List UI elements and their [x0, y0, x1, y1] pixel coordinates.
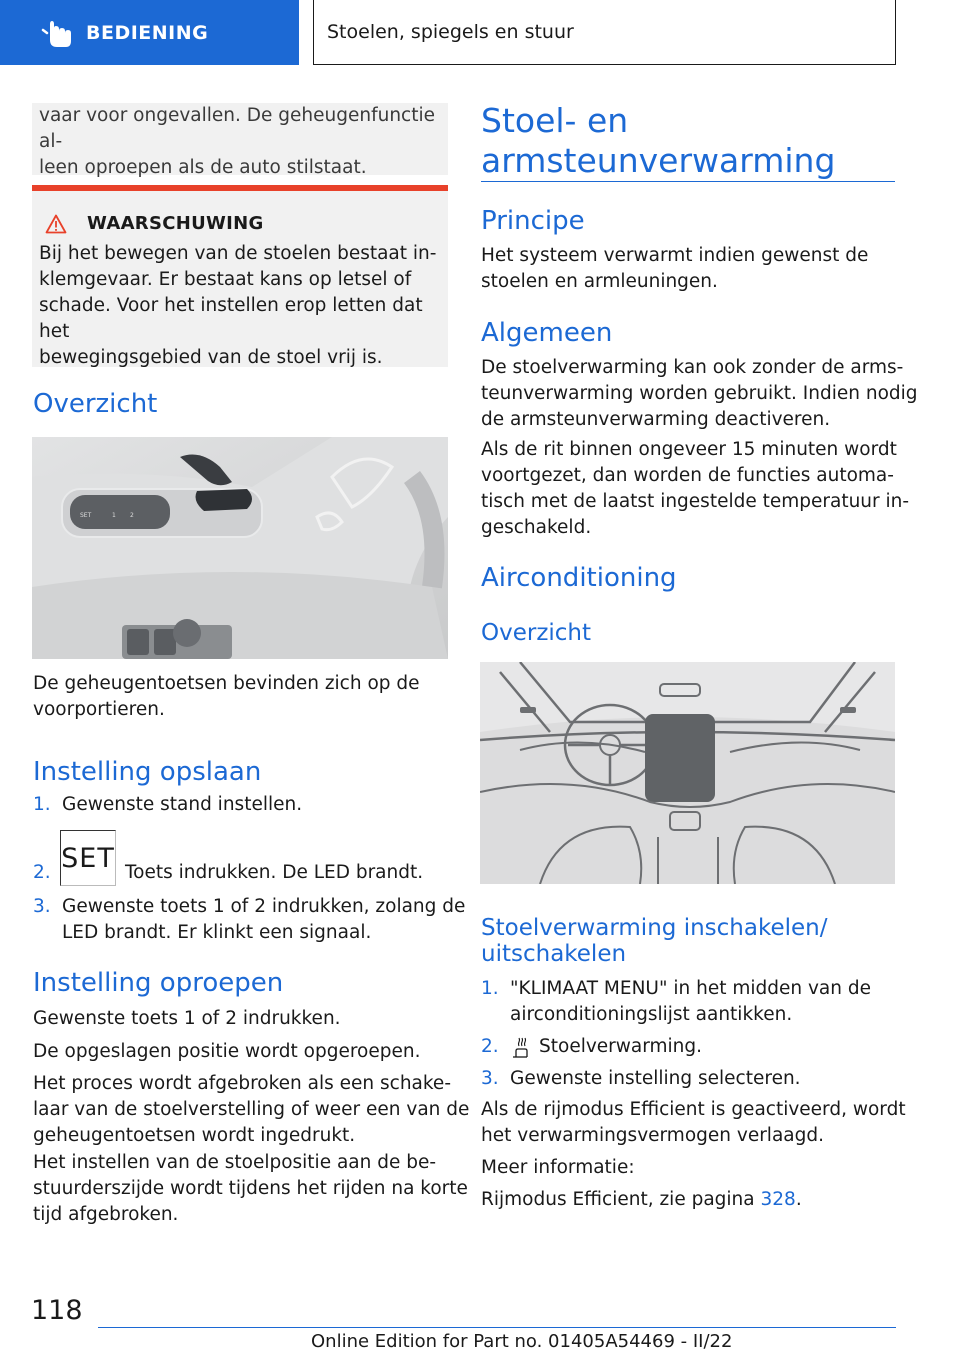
paragraph-line: voortgezet, dan worden de functies automa- [481, 465, 894, 486]
paragraph-line: Als de rijmodus Efficient is geactiveerd, wordt [481, 1099, 906, 1120]
main-heading-line: armsteunverwarming [481, 141, 836, 180]
edition-note: Online Edition for Part no. 01405A54469 - II/22 [311, 1331, 733, 1352]
heading-algemeen: Algemeen [481, 318, 613, 348]
caption-line: voorportieren. [33, 699, 165, 720]
caption-line: De geheugentoetsen bevinden zich op de [33, 673, 420, 694]
paragraph-line: de armsteunverwarming deactiveren. [481, 409, 831, 430]
page-reference [481, 1187, 802, 1213]
step-text: Gewenste instelling selecteren. [510, 1068, 801, 1089]
warning-line: bewegingsgebied van de stoel vrij is. [39, 347, 383, 368]
page-number: 118 [31, 1295, 83, 1326]
step-line: Gewenste toets 1 of 2 indrukken, zolang de [62, 896, 466, 917]
paragraph-line: stuurderszijde wordt tijdens het rijden na korte [33, 1178, 468, 1199]
paragraph-line: laar van de stoelverstelling of weer een van de [33, 1099, 470, 1120]
paragraph-line: tijd afgebroken. [33, 1204, 179, 1225]
step-text: Gewenste stand instellen. [62, 794, 303, 815]
paragraph-line: het verwarmingsvermogen verlaagd. [481, 1125, 824, 1146]
main-heading-line: Stoel- en [481, 101, 629, 140]
warning-line: Bij het bewegen van de stoelen bestaat in- [39, 243, 437, 264]
paragraph-line: geheugentoetsen wordt ingedrukt. [33, 1125, 356, 1146]
memory-2-label: 2 [130, 512, 134, 519]
step-line: LED brandt. Er klinkt een signaal. [62, 922, 372, 943]
warning-box [32, 191, 448, 367]
step-number: 2. [33, 862, 51, 883]
paragraph-line: geschakeld. [481, 517, 592, 538]
warning-line: klemgevaar. Er bestaat kans op letsel of [39, 269, 412, 290]
step-text: Stoelverwarming. [539, 1036, 703, 1057]
dashboard-image [480, 662, 895, 884]
set-button-icon [60, 830, 116, 886]
intro-box [32, 103, 448, 178]
paragraph-line: tisch met de laatst ingestelde temperatuur in- [481, 491, 910, 512]
paragraph-line: stoelen en armleuningen. [481, 271, 718, 292]
paragraph: De opgeslagen positie wordt opgeroepen. [33, 1041, 421, 1062]
page-reference-suffix: . [795, 1189, 802, 1210]
heading-overzicht-airco: Overzicht [481, 620, 592, 646]
step-number: 3. [481, 1068, 499, 1089]
warning-title: WAARSCHUWING [87, 213, 264, 234]
paragraph: Meer informatie: [481, 1157, 635, 1178]
heading-principe: Principe [481, 206, 585, 236]
memory-1-label: 1 [112, 512, 116, 519]
intro-line: vaar voor ongevallen. De geheugenfunctie al- [39, 105, 436, 152]
heading-inschakelen-line: Stoelverwarming inschakelen/ [481, 915, 828, 941]
step-line: airconditioningslijst aantikken. [510, 1004, 793, 1025]
intro-line: leen oproepen als de auto stilstaat. [39, 157, 367, 178]
step-number: 1. [481, 978, 499, 999]
heading-overzicht: Overzicht [33, 389, 158, 419]
heading-instelling-oproepen: Instelling oproepen [33, 968, 284, 998]
paragraph-line: Het systeem verwarmt indien gewenst de [481, 245, 869, 266]
step-text: Toets indrukken. De LED brandt. [125, 862, 424, 883]
paragraph: Gewenste toets 1 of 2 indrukken. [33, 1008, 341, 1029]
hand-icon [38, 16, 78, 50]
heading-inschakelen-line: uitschakelen [481, 941, 627, 967]
section-tab [0, 0, 299, 65]
heading-rule [481, 181, 895, 182]
paragraph-line: De stoelverwarming kan ook zonder de arms- [481, 357, 904, 378]
heading-instelling-opslaan: Instelling opslaan [33, 757, 262, 787]
chapter-title [313, 0, 896, 65]
paragraph-line: Het instellen van de stoelpositie aan de be- [33, 1152, 437, 1173]
set-label: SET [80, 512, 92, 519]
paragraph-line: teunverwarming worden gebruikt. Indien nodig [481, 383, 918, 404]
door-panel-image [32, 437, 448, 659]
step-number: 3. [33, 896, 51, 917]
step-line: "KLIMAAT MENU" in het midden van de [510, 978, 871, 999]
chapter-title-text: Stoelen, spiegels en stuur [327, 21, 574, 43]
footer-rule [98, 1327, 896, 1328]
seat-heating-icon [510, 1037, 530, 1059]
section-label: BEDIENING [86, 21, 209, 44]
page-link[interactable]: 328 [760, 1189, 796, 1210]
page-reference-text: Rijmodus Efficient, zie pagina [481, 1189, 761, 1210]
warning-line: schade. Voor het instellen erop letten dat het [39, 295, 423, 342]
warning-triangle-icon [45, 214, 67, 234]
set-button-label: SET [61, 842, 115, 874]
step-number: 1. [33, 794, 51, 815]
heading-airconditioning: Airconditioning [481, 563, 677, 593]
step-number: 2. [481, 1036, 499, 1057]
paragraph-line: Als de rit binnen ongeveer 15 minuten wordt [481, 439, 897, 460]
paragraph-line: Het proces wordt afgebroken als een schake- [33, 1073, 451, 1094]
